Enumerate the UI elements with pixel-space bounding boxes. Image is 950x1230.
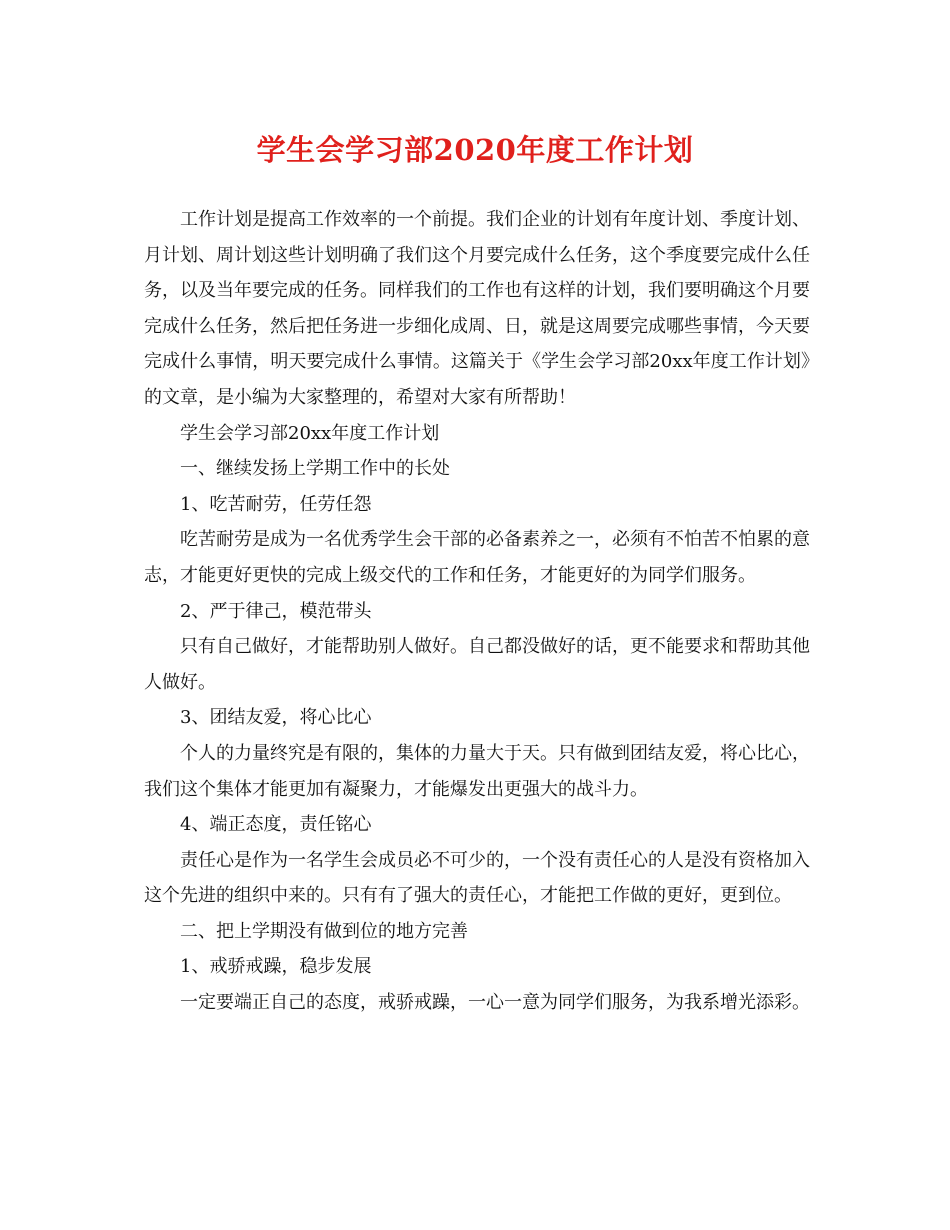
body-paragraph: 一定要端正自己的态度，戒骄戒躁，一心一意为同学们服务，为我系增光添彩。 <box>180 992 810 1014</box>
document-body <box>144 202 810 1021</box>
section-heading-1: 一、继续发扬上学期工作中的长处 <box>180 458 450 480</box>
item-heading: 4、端正态度，责任铭心 <box>180 814 372 836</box>
body-paragraph: 个人的力量终究是有限的，集体的力量大于天。只有做到团结友爱，将心比心，我们这个集体才能更加有凝聚力，才能爆发出更强大的战斗力。 <box>144 742 810 800</box>
item-heading: 1、吃苦耐劳，任劳任怨 <box>180 493 372 515</box>
intro-paragraph: 工作计划是提高工作效率的一个前提。我们企业的计划有年度计划、季度计划、月计划、周计划这些计划明确了我们这个月要完成什么任务，这个季度要完成什么任务，以及当年要完成的任务。同样我们的工作也有这样的计划，我们要明确这个月要完成什么任务，然后把任务进一步细化成周、日，就是这周要完成哪些事情，今天要完成什么事情，明天要完成什么事情。这篇关于《学生会学习部20xx年度工作计划》的文章，是小编为大家整理的，希望对大家有所帮助！ <box>144 209 810 408</box>
item-heading: 2、严于律己，模范带头 <box>180 600 372 622</box>
item-heading: 1、戒骄戒躁，稳步发展 <box>180 956 372 978</box>
body-paragraph: 吃苦耐劳是成为一名优秀学生会干部的必备素养之一，必须有不怕苦不怕累的意志，才能更好更快的完成上级交代的工作和任务，才能更好的为同学们服务。 <box>144 529 810 586</box>
subtitle-line: 学生会学习部20xx年度工作计划 <box>180 422 440 444</box>
section-heading-2: 二、把上学期没有做到位的地方完善 <box>180 920 468 942</box>
item-heading: 3、团结友爱，将心比心 <box>180 707 372 729</box>
body-paragraph: 责任心是作为一名学生会成员必不可少的，一个没有责任心的人是没有资格加入这个先进的组织中来的。只有有了强大的责任心，才能把工作做的更好，更到位。 <box>144 849 810 907</box>
body-paragraph: 只有自己做好，才能帮助别人做好。自己都没做好的话，更不能要求和帮助其他人做好。 <box>144 636 810 693</box>
document-title: 学生会学习部2020年度工作计划 <box>256 133 694 167</box>
